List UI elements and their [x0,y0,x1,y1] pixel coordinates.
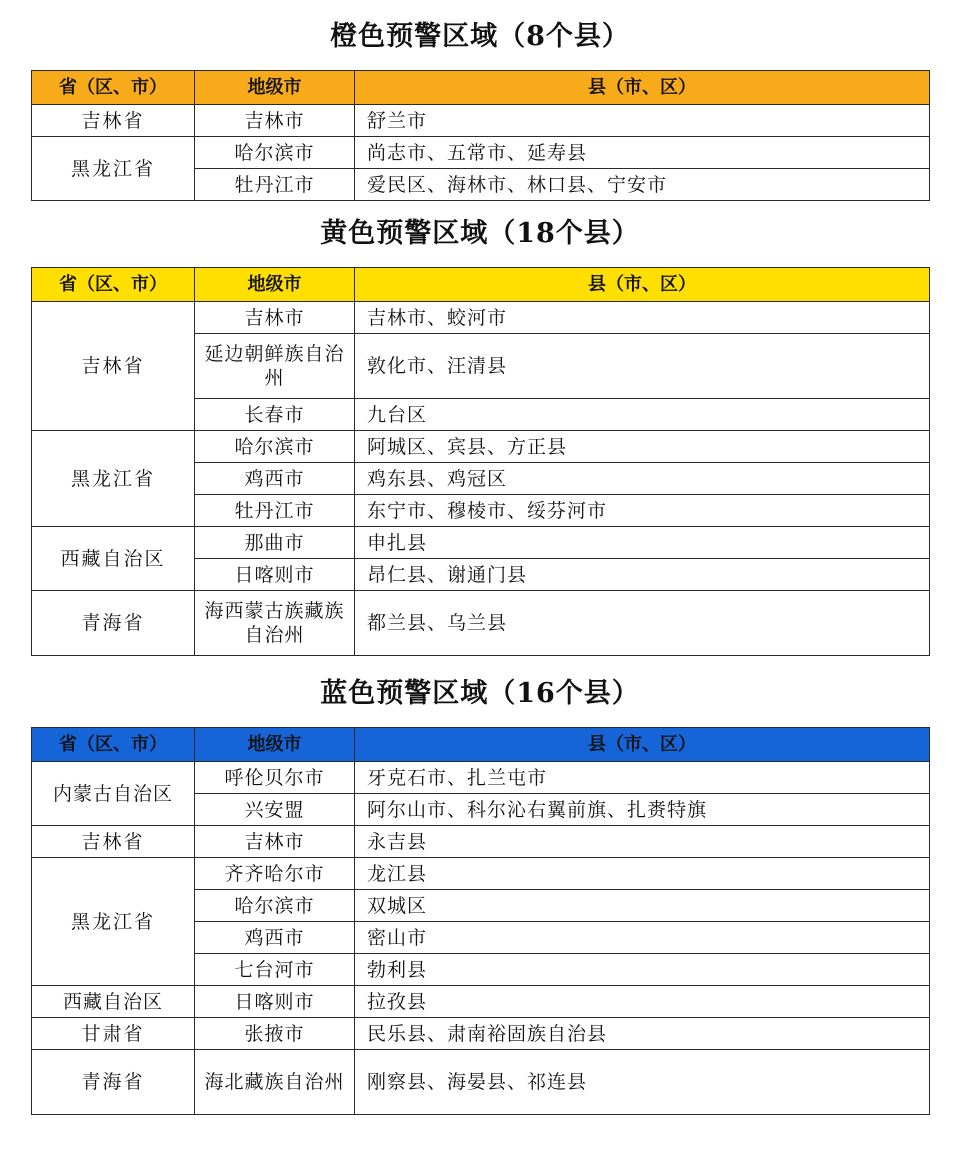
header-city: 地级市 [195,728,355,762]
city-cell: 鸡西市 [195,922,355,954]
table-row [32,1050,930,1115]
city-cell: 鸡西市 [195,463,355,495]
county-cell: 鸡东县、鸡冠区 [355,463,930,495]
province-cell: 西藏自治区 [32,527,195,591]
orange-section-title: 橙色预警区域（8个县） [330,21,630,52]
county-cell: 阿尔山市、科尔沁右翼前旗、扎赉特旗 [355,794,930,826]
yellow-section-title: 黄色预警区域（18个县） [320,218,640,249]
province-cell: 黑龙江省 [32,431,195,527]
county-cell: 敦化市、汪清县 [355,334,930,399]
county-cell: 牙克石市、扎兰屯市 [355,762,930,794]
city-cell: 日喀则市 [195,986,355,1018]
orange-warning-table [31,70,929,201]
header-city: 地级市 [195,268,355,302]
county-cell: 爱民区、海林市、林口县、宁安市 [355,169,930,201]
city-cell: 延边朝鲜族自治州 [195,334,355,399]
province-cell: 吉林省 [32,826,195,858]
county-cell: 都兰县、乌兰县 [355,591,930,656]
table-row [32,858,930,890]
table-header-row [32,728,930,762]
city-cell: 呼伦贝尔市 [195,762,355,794]
yellow-warning-table [31,267,929,656]
province-cell: 西藏自治区 [32,986,195,1018]
city-cell: 长春市 [195,399,355,431]
header-county: 县（市、区） [355,268,930,302]
county-cell: 龙江县 [355,858,930,890]
province-cell: 甘肃省 [32,1018,195,1050]
table-row [32,762,930,794]
table-row [32,137,930,169]
county-cell: 永吉县 [355,826,930,858]
county-cell: 舒兰市 [355,105,930,137]
province-cell: 黑龙江省 [32,137,195,201]
header-county: 县（市、区） [355,71,930,105]
city-cell: 牡丹江市 [195,495,355,527]
county-cell: 民乐县、肃南裕固族自治县 [355,1018,930,1050]
county-cell: 阿城区、宾县、方正县 [355,431,930,463]
city-cell: 哈尔滨市 [195,431,355,463]
county-cell: 九台区 [355,399,930,431]
city-cell: 海西蒙古族藏族自治州 [195,591,355,656]
county-cell: 拉孜县 [355,986,930,1018]
county-cell: 申扎县 [355,527,930,559]
city-cell: 牡丹江市 [195,169,355,201]
city-cell: 吉林市 [195,105,355,137]
blue-warning-table [31,727,929,1115]
header-province: 省（区、市） [32,71,195,105]
table-row [32,302,930,334]
header-province: 省（区、市） [32,268,195,302]
county-cell: 勃利县 [355,954,930,986]
table-header-row [32,268,930,302]
city-cell: 哈尔滨市 [195,137,355,169]
county-cell: 吉林市、蛟河市 [355,302,930,334]
header-city: 地级市 [195,71,355,105]
county-cell: 尚志市、五常市、延寿县 [355,137,930,169]
province-cell: 内蒙古自治区 [32,762,195,826]
city-cell: 吉林市 [195,826,355,858]
county-cell: 东宁市、穆棱市、绥芬河市 [355,495,930,527]
table-row [32,527,930,559]
city-cell: 吉林市 [195,302,355,334]
county-cell: 双城区 [355,890,930,922]
header-county: 县（市、区） [355,728,930,762]
city-cell: 七台河市 [195,954,355,986]
province-cell: 青海省 [32,1050,195,1115]
county-cell: 刚察县、海晏县、祁连县 [355,1050,930,1115]
table-row [32,591,930,656]
table-row [32,1018,930,1050]
city-cell: 张掖市 [195,1018,355,1050]
county-cell: 昂仁县、谢通门县 [355,559,930,591]
province-cell: 青海省 [32,591,195,656]
county-cell: 密山市 [355,922,930,954]
table-row [32,105,930,137]
city-cell: 哈尔滨市 [195,890,355,922]
city-cell: 那曲市 [195,527,355,559]
table-row [32,986,930,1018]
province-cell: 吉林省 [32,105,195,137]
city-cell: 日喀则市 [195,559,355,591]
table-row [32,826,930,858]
city-cell: 齐齐哈尔市 [195,858,355,890]
table-header-row [32,71,930,105]
header-province: 省（区、市） [32,728,195,762]
blue-section-title: 蓝色预警区域（16个县） [320,678,640,709]
province-cell: 黑龙江省 [32,858,195,986]
province-cell: 吉林省 [32,302,195,431]
city-cell: 兴安盟 [195,794,355,826]
city-cell: 海北藏族自治州 [195,1050,355,1115]
table-row [32,431,930,463]
